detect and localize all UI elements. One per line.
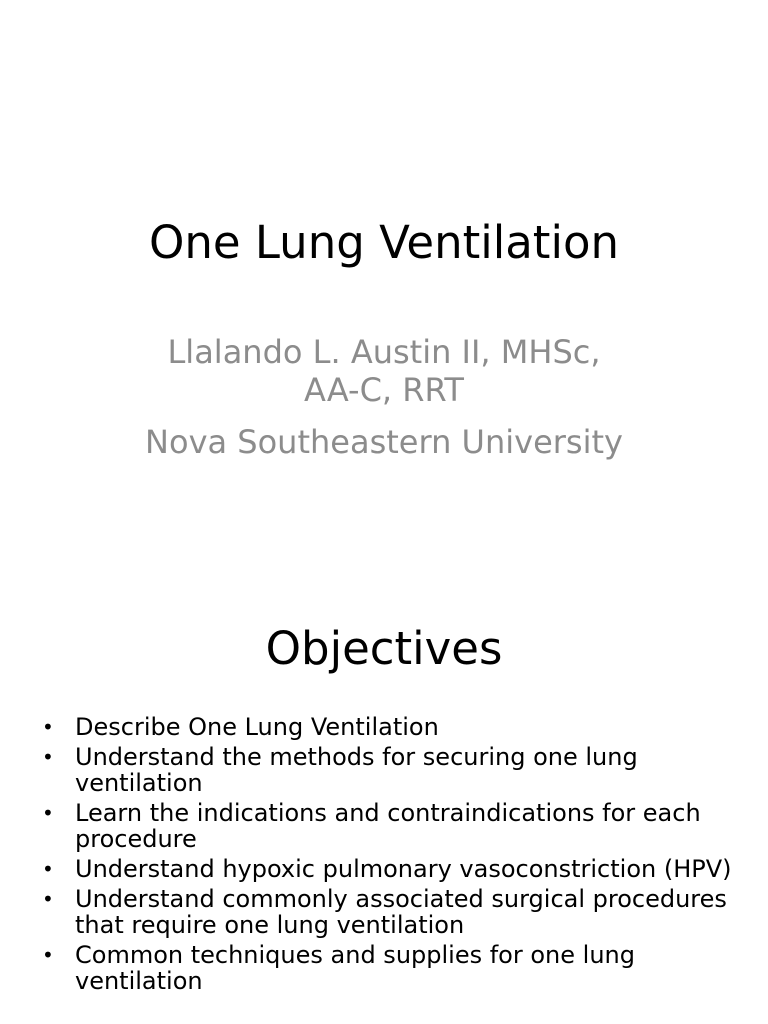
objective-item	[42, 856, 732, 882]
objective-text: Common techniques and supplies for one lung ventilation	[75, 941, 635, 995]
bullet-icon: •	[42, 745, 54, 769]
institution-line: Nova Southeastern University	[145, 423, 623, 461]
subtitle-spacer	[84, 409, 684, 423]
objective-text: Understand the methods for securing one lung ventilation	[75, 743, 638, 797]
objective-text: Understand hypoxic pulmonary vasoconstriction (HPV)	[75, 855, 732, 883]
author-line-2: AA-C, RRT	[304, 371, 464, 409]
objective-item	[42, 744, 732, 796]
objective-text: Describe One Lung Ventilation	[75, 713, 439, 741]
bullet-icon: •	[42, 715, 54, 739]
objective-item	[42, 886, 732, 938]
objectives-list	[42, 714, 732, 998]
slide-subtitle	[84, 333, 684, 461]
objective-text: Understand commonly associated surgical procedures that require one lung ventilation	[75, 885, 727, 939]
objectives-slide	[0, 576, 768, 1024]
slide-title: One Lung Ventilation	[148, 216, 620, 269]
bullet-icon: •	[42, 801, 54, 825]
bullet-icon: •	[42, 943, 54, 967]
bullet-icon: •	[42, 887, 54, 911]
objective-text: Learn the indications and contraindications for each procedure	[75, 799, 701, 853]
bullet-icon: •	[42, 857, 54, 881]
objectives-title: Objectives	[265, 622, 503, 675]
objective-item	[42, 800, 732, 852]
objective-item	[42, 714, 732, 740]
objective-item	[42, 942, 732, 994]
author-line-1: Llalando L. Austin II, MHSc,	[167, 333, 601, 371]
